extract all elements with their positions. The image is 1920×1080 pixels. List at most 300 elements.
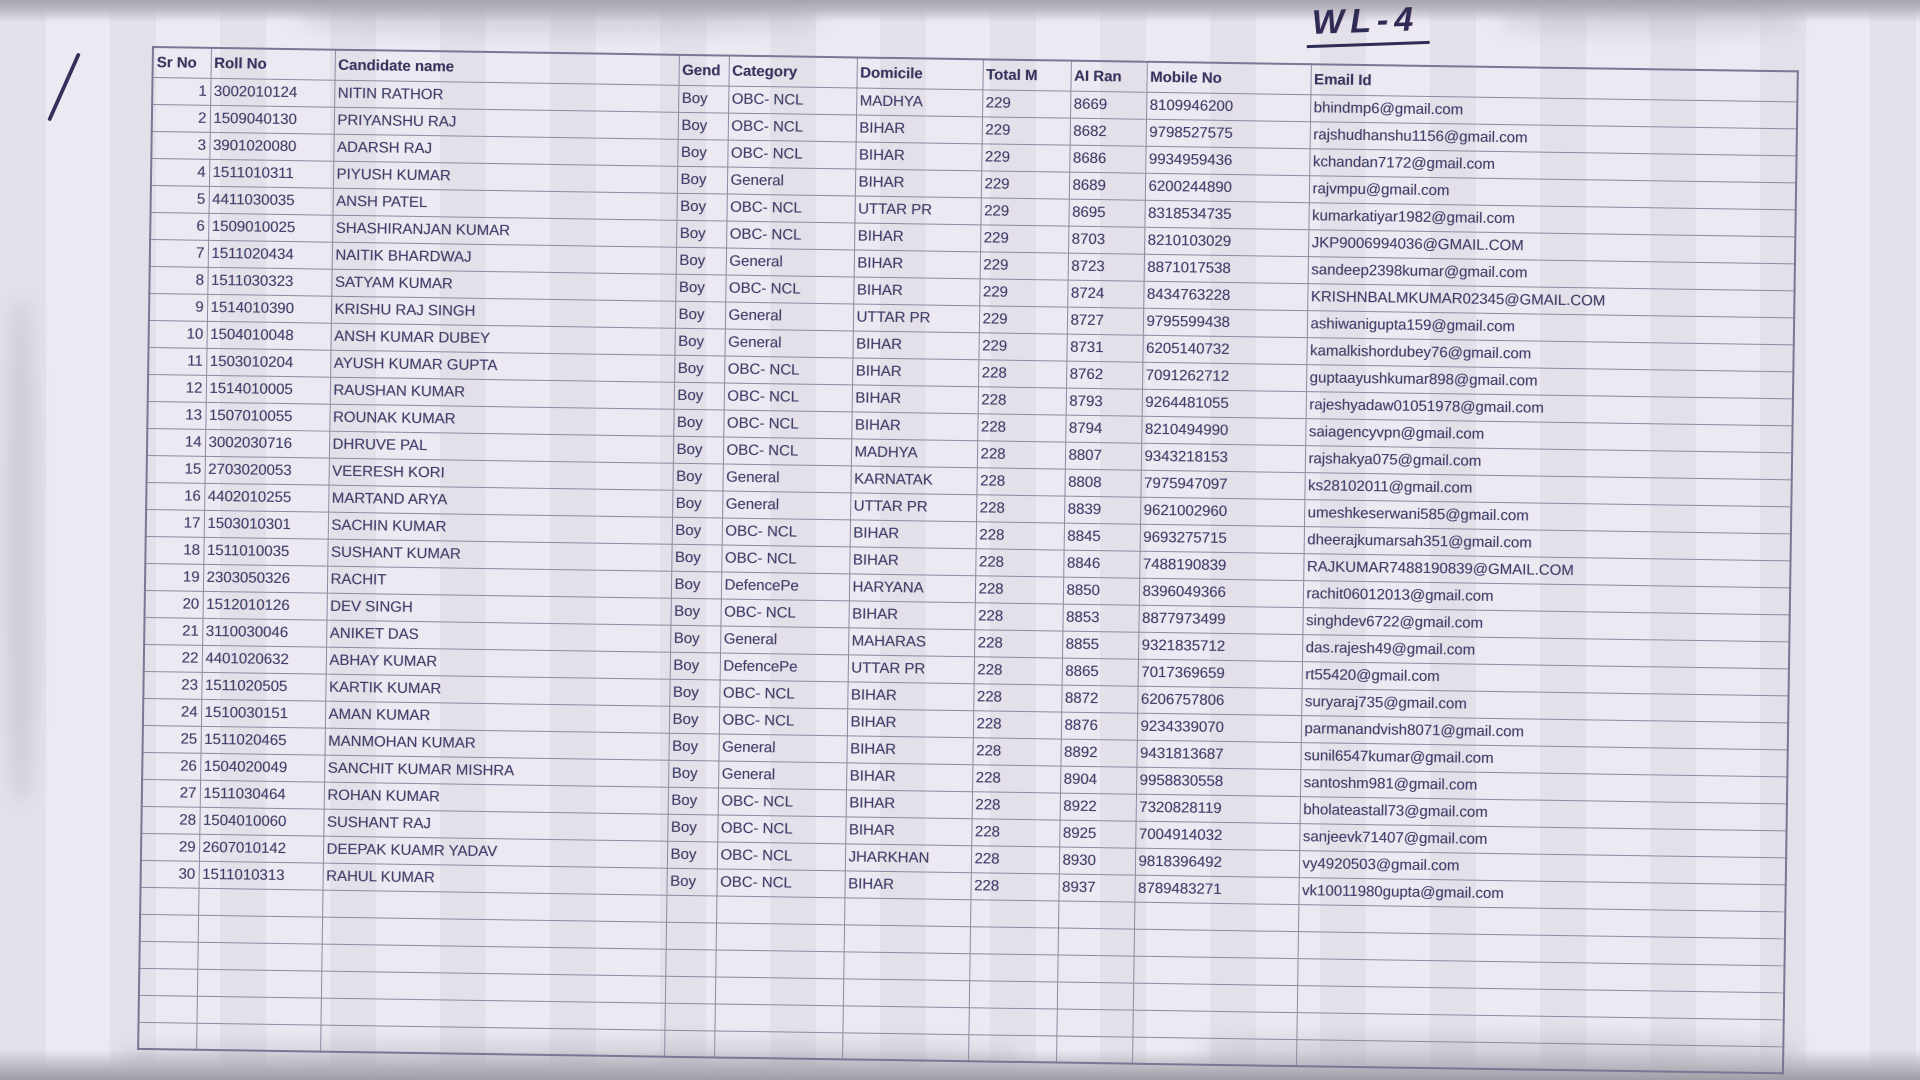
cell: ANSH PATEL bbox=[333, 188, 677, 220]
cell: 6206757806 bbox=[1137, 686, 1301, 715]
cell: 8682 bbox=[1070, 118, 1146, 146]
cell: Boy bbox=[670, 598, 720, 626]
cell: 229 bbox=[981, 143, 1069, 171]
cell: KRISHU RAJ SINGH bbox=[331, 296, 675, 328]
cell: 228 bbox=[973, 710, 1061, 738]
cell: 3002030716 bbox=[205, 429, 329, 458]
cell: 8 bbox=[149, 266, 207, 294]
cell: DEEPAK KUAMR YADAV bbox=[323, 836, 667, 868]
cell: rachit06012013@gmail.com bbox=[1303, 580, 1790, 614]
cell bbox=[664, 1030, 714, 1058]
cell: sandeep2398kumar@gmail.com bbox=[1308, 256, 1795, 290]
cell: UTTAR PR bbox=[853, 303, 979, 332]
cell: 8845 bbox=[1064, 523, 1140, 551]
cell: Boy bbox=[676, 220, 726, 248]
column-header: Domicile bbox=[856, 57, 982, 89]
cell: 3901020080 bbox=[209, 132, 333, 161]
cell: SANCHIT KUMAR MISHRA bbox=[324, 755, 668, 787]
cell: rajshudhanshu1156@gmail.com bbox=[1310, 121, 1797, 155]
cell bbox=[1056, 1036, 1132, 1064]
cell: 228 bbox=[976, 494, 1064, 522]
cell bbox=[197, 996, 321, 1025]
cell: 8925 bbox=[1059, 820, 1135, 848]
cell: 2607010142 bbox=[199, 834, 323, 863]
cell: RACHIT bbox=[327, 566, 671, 598]
cell bbox=[715, 976, 843, 1005]
cell: MADHYA bbox=[856, 87, 982, 116]
cell: umeshkeserwani585@gmail.com bbox=[1304, 499, 1791, 533]
scan-artifact bbox=[8, 300, 34, 800]
cell: BIHAR bbox=[846, 789, 972, 818]
cell: 8930 bbox=[1059, 847, 1135, 875]
cell bbox=[666, 922, 716, 950]
cell: 26 bbox=[142, 752, 200, 780]
cell: 229 bbox=[982, 89, 1070, 117]
cell bbox=[198, 888, 322, 917]
cell: 228 bbox=[977, 413, 1065, 441]
cell bbox=[714, 1030, 842, 1059]
cell: BIHAR bbox=[854, 222, 980, 251]
cell: 229 bbox=[980, 224, 1068, 252]
document-sheet bbox=[137, 46, 1799, 1074]
cell: OBC- NCL bbox=[719, 706, 847, 735]
cell: 228 bbox=[974, 656, 1062, 684]
cell bbox=[665, 949, 715, 977]
cell: HARYANA bbox=[849, 573, 975, 602]
cell bbox=[1132, 1037, 1296, 1066]
cell: OBC- NCL bbox=[719, 679, 847, 708]
cell: General bbox=[718, 760, 846, 789]
cell: 21 bbox=[144, 617, 202, 645]
cell: OBC- NCL bbox=[718, 787, 846, 816]
cell: 9431813687 bbox=[1136, 740, 1300, 769]
cell: 6205140732 bbox=[1142, 335, 1306, 364]
cell: 2703020053 bbox=[205, 456, 329, 485]
cell bbox=[1133, 956, 1297, 985]
cell: SHASHIRANJAN KUMAR bbox=[332, 215, 676, 247]
cell: OBC- NCL bbox=[724, 356, 852, 385]
cell: Boy bbox=[673, 409, 723, 437]
cell: 229 bbox=[979, 305, 1067, 333]
cell: 228 bbox=[977, 440, 1065, 468]
cell: SUSHANT KUMAR bbox=[327, 539, 671, 571]
cell: 6 bbox=[150, 212, 208, 240]
cell: 1511020434 bbox=[208, 240, 332, 269]
cell: dheerajkumarsah351@gmail.com bbox=[1304, 526, 1791, 560]
cell: 228 bbox=[975, 575, 1063, 603]
cell: General bbox=[720, 625, 848, 654]
cell: JKP9006994036@GMAIL.COM bbox=[1308, 229, 1795, 263]
cell: 8855 bbox=[1062, 631, 1138, 659]
cell: 2303050326 bbox=[203, 564, 327, 593]
cell: 8210494990 bbox=[1141, 416, 1305, 445]
cell: 7091262712 bbox=[1142, 362, 1306, 391]
cell bbox=[1057, 982, 1133, 1010]
cell: 7320828119 bbox=[1136, 794, 1300, 823]
cell: 228 bbox=[976, 467, 1064, 495]
cell: parmanandvish8071@gmail.com bbox=[1301, 715, 1788, 749]
cell: Boy bbox=[674, 355, 724, 383]
cell: 229 bbox=[981, 170, 1069, 198]
cell bbox=[716, 922, 844, 951]
cell: 8872 bbox=[1061, 685, 1137, 713]
cell: 7 bbox=[150, 239, 208, 267]
cell: 3110030046 bbox=[202, 618, 326, 647]
cell: OBC- NCL bbox=[716, 868, 844, 897]
cell: ks28102011@gmail.com bbox=[1304, 472, 1791, 506]
cell: 30 bbox=[141, 860, 199, 888]
cell: UTTAR PR bbox=[854, 195, 980, 224]
cell: UTTAR PR bbox=[848, 654, 974, 683]
cell: BIHAR bbox=[846, 735, 972, 764]
cell: OBC- NCL bbox=[726, 194, 854, 223]
cell: guptaayushkumar898@gmail.com bbox=[1306, 364, 1793, 398]
cell: sanjeevk71407@gmail.com bbox=[1299, 823, 1786, 857]
cell: 1509040130 bbox=[210, 105, 334, 134]
cell: Boy bbox=[671, 544, 721, 572]
cell: 229 bbox=[982, 116, 1070, 144]
cell: 8807 bbox=[1065, 442, 1141, 470]
cell: 1511010035 bbox=[203, 537, 327, 566]
cell: santoshm981@gmail.com bbox=[1300, 769, 1787, 803]
cell: 228 bbox=[974, 629, 1062, 657]
cell: OBC- NCL bbox=[727, 140, 855, 169]
cell bbox=[969, 953, 1057, 981]
cell bbox=[970, 899, 1058, 927]
cell: Boy bbox=[675, 301, 725, 329]
cell: DefencePe bbox=[721, 572, 849, 601]
cell: 8669 bbox=[1070, 91, 1146, 119]
cell bbox=[1134, 902, 1298, 931]
cell: 23 bbox=[143, 671, 201, 699]
cell: General bbox=[722, 464, 850, 493]
cell: 24 bbox=[143, 698, 201, 726]
cell: ADARSH RAJ bbox=[333, 134, 677, 166]
cell: AYUSH KUMAR GUPTA bbox=[330, 350, 674, 382]
cell: Boy bbox=[677, 139, 727, 167]
cell: 8703 bbox=[1068, 226, 1144, 254]
cell: saiagencyvpn@gmail.com bbox=[1305, 418, 1792, 452]
cell bbox=[968, 1007, 1056, 1035]
cell: BIHAR bbox=[853, 276, 979, 305]
cell: das.rajesh49@gmail.com bbox=[1302, 634, 1789, 668]
cell: KARNATAK bbox=[850, 465, 976, 494]
cell bbox=[196, 1023, 320, 1052]
cell: General bbox=[727, 167, 855, 196]
cell: rajeshyadaw01051978@gmail.com bbox=[1306, 391, 1793, 425]
cell: vy4920503@gmail.com bbox=[1299, 850, 1786, 884]
cell: 7975947097 bbox=[1140, 470, 1304, 499]
column-header: Mobile No bbox=[1146, 62, 1310, 94]
cell: OBC- NCL bbox=[728, 113, 856, 142]
cell: vk10011980gupta@gmail.com bbox=[1298, 877, 1785, 911]
cell: 16 bbox=[146, 482, 204, 510]
cell: 9621002960 bbox=[1140, 497, 1304, 526]
cell bbox=[198, 915, 322, 944]
cell: 4401020632 bbox=[202, 645, 326, 674]
cell: Boy bbox=[670, 625, 720, 653]
cell: 8853 bbox=[1062, 604, 1138, 632]
cell: 1504010048 bbox=[207, 321, 331, 350]
cell: Boy bbox=[672, 517, 722, 545]
cell: PRIYANSHU RAJ bbox=[334, 107, 678, 139]
scan-artifact bbox=[1500, 10, 1800, 32]
cell: 7017369659 bbox=[1138, 659, 1302, 688]
cell: ABHAY KUMAR bbox=[326, 647, 670, 679]
cell: Boy bbox=[673, 436, 723, 464]
cell: 25 bbox=[143, 725, 201, 753]
cell: DEV SINGH bbox=[327, 593, 671, 625]
cell: 3002010124 bbox=[210, 78, 334, 107]
cell: OBC- NCL bbox=[722, 518, 850, 547]
cell: RAUSHAN KUMAR bbox=[330, 377, 674, 409]
cell bbox=[1057, 955, 1133, 983]
cell: 8793 bbox=[1066, 388, 1142, 416]
cell: 8904 bbox=[1060, 766, 1136, 794]
cell: General bbox=[724, 329, 852, 358]
cell: 1511030323 bbox=[207, 267, 331, 296]
cell: 228 bbox=[978, 359, 1066, 387]
cell: NITIN RATHOR bbox=[334, 80, 678, 112]
cell: 229 bbox=[978, 332, 1066, 360]
cell: Boy bbox=[669, 706, 719, 734]
cell: rajshakya075@gmail.com bbox=[1305, 445, 1792, 479]
cell: 6200244890 bbox=[1145, 173, 1309, 202]
cell bbox=[842, 1005, 968, 1034]
cell: kamalkishordubey76@gmail.com bbox=[1306, 337, 1793, 371]
cell bbox=[1134, 929, 1298, 958]
cell: 29 bbox=[141, 833, 199, 861]
cell: UTTAR PR bbox=[850, 492, 976, 521]
cell: 8109946200 bbox=[1146, 92, 1310, 121]
cell: BIHAR bbox=[856, 114, 982, 143]
cell: 229 bbox=[980, 197, 1068, 225]
cell: 27 bbox=[142, 779, 200, 807]
cell: 1514010005 bbox=[206, 375, 330, 404]
cell: BIHAR bbox=[847, 681, 973, 710]
cell: 8210103029 bbox=[1144, 227, 1308, 256]
cell bbox=[843, 951, 969, 980]
cell: 20 bbox=[145, 590, 203, 618]
cell: Boy bbox=[676, 247, 726, 275]
cell: 1504010060 bbox=[199, 807, 323, 836]
cell: AMAN KUMAR bbox=[325, 701, 669, 733]
cell: ROHAN KUMAR bbox=[324, 782, 668, 814]
cell: ashiwanigupta159@gmail.com bbox=[1307, 310, 1794, 344]
cell: 1511020465 bbox=[201, 726, 325, 755]
cell: 28 bbox=[141, 806, 199, 834]
cell: RAHUL KUMAR bbox=[323, 863, 667, 895]
cell: General bbox=[722, 491, 850, 520]
cell: 1511030464 bbox=[200, 780, 324, 809]
cell: 1509010025 bbox=[208, 213, 332, 242]
cell: 19 bbox=[145, 563, 203, 591]
cell: 10 bbox=[149, 320, 207, 348]
cell: BIHAR bbox=[851, 411, 977, 440]
cell: kchandan7172@gmail.com bbox=[1309, 148, 1796, 182]
cell: DHRUVE PAL bbox=[329, 431, 673, 463]
cell: OBC- NCL bbox=[720, 598, 848, 627]
cell: 228 bbox=[975, 548, 1063, 576]
cell: OBC- NCL bbox=[726, 221, 854, 250]
cell: KRISHNBALMKUMAR02345@GMAIL.COM bbox=[1307, 283, 1794, 317]
cell: 8318534735 bbox=[1144, 200, 1308, 229]
cell: 9795599438 bbox=[1143, 308, 1307, 337]
cell: BIHAR bbox=[849, 546, 975, 575]
cell: General bbox=[725, 302, 853, 331]
cell: 12 bbox=[148, 374, 206, 402]
cell: MANMOHAN KUMAR bbox=[325, 728, 669, 760]
cell bbox=[844, 924, 970, 953]
cell bbox=[666, 895, 716, 923]
cell: OBC- NCL bbox=[721, 545, 849, 574]
column-header: Gend bbox=[678, 55, 728, 86]
cell: 1507010055 bbox=[205, 402, 329, 431]
cell: 8922 bbox=[1060, 793, 1136, 821]
cell: BIHAR bbox=[844, 870, 970, 899]
cell bbox=[1058, 901, 1134, 929]
cell: OBC- NCL bbox=[728, 86, 856, 115]
cell: BIHAR bbox=[850, 519, 976, 548]
candidates-table bbox=[137, 46, 1799, 1074]
cell: BIHAR bbox=[852, 384, 978, 413]
cell: Boy bbox=[674, 382, 724, 410]
cell: 9798527575 bbox=[1146, 119, 1310, 148]
cell: kumarkatiyar1982@gmail.com bbox=[1308, 202, 1795, 236]
cell: suryaraj735@gmail.com bbox=[1301, 688, 1788, 722]
cell: 228 bbox=[974, 602, 1062, 630]
cell: Boy bbox=[678, 112, 728, 140]
cell: 1503010204 bbox=[206, 348, 330, 377]
cell bbox=[842, 1032, 968, 1061]
cell: Boy bbox=[672, 463, 722, 491]
cell: 4 bbox=[151, 158, 209, 186]
cell: 1 bbox=[152, 77, 210, 105]
column-header: Roll No bbox=[211, 48, 335, 80]
cell: 8808 bbox=[1064, 469, 1140, 497]
cell: 1511020505 bbox=[201, 672, 325, 701]
cell: 228 bbox=[972, 737, 1060, 765]
cell: 228 bbox=[971, 818, 1059, 846]
cell: Boy bbox=[669, 679, 719, 707]
cell: 13 bbox=[147, 401, 205, 429]
cell bbox=[140, 914, 198, 942]
cell: 9343218153 bbox=[1141, 443, 1305, 472]
cell: 7004914032 bbox=[1135, 821, 1299, 850]
cell: 8877973499 bbox=[1138, 605, 1302, 634]
cell: 228 bbox=[970, 872, 1058, 900]
cell: General bbox=[726, 248, 854, 277]
handwritten-wl4-label: WL-4 bbox=[1305, 0, 1430, 48]
cell: 8789483271 bbox=[1134, 875, 1298, 904]
cell: 8727 bbox=[1067, 307, 1143, 335]
cell: ANIKET DAS bbox=[326, 620, 670, 652]
cell: 4411030035 bbox=[209, 186, 333, 215]
cell: Boy bbox=[678, 85, 728, 113]
cell: 8846 bbox=[1063, 550, 1139, 578]
cell bbox=[197, 969, 321, 998]
cell: DefencePe bbox=[720, 652, 848, 681]
cell: 22 bbox=[144, 644, 202, 672]
cell bbox=[715, 949, 843, 978]
cell bbox=[138, 1022, 196, 1050]
cell: rajvmpu@gmail.com bbox=[1309, 175, 1796, 209]
cell: Boy bbox=[670, 652, 720, 680]
cell: RAJKUMAR7488190839@GMAIL.COM bbox=[1303, 553, 1790, 587]
cell: OBC- NCL bbox=[717, 841, 845, 870]
cell bbox=[970, 926, 1058, 954]
cell: Boy bbox=[674, 328, 724, 356]
cell: 8434763228 bbox=[1143, 281, 1307, 310]
cell bbox=[844, 897, 970, 926]
cell: 228 bbox=[978, 386, 1066, 414]
cell bbox=[139, 968, 197, 996]
cell: 8892 bbox=[1060, 739, 1136, 767]
cell bbox=[1132, 1010, 1296, 1039]
cell bbox=[139, 995, 197, 1023]
cell: Boy bbox=[671, 571, 721, 599]
cell: 228 bbox=[973, 683, 1061, 711]
cell bbox=[197, 942, 321, 971]
cell: 14 bbox=[147, 428, 205, 456]
cell: VEERESH KORI bbox=[329, 458, 673, 490]
cell: OBC- NCL bbox=[725, 275, 853, 304]
cell: 9818396492 bbox=[1135, 848, 1299, 877]
cell: 228 bbox=[972, 764, 1060, 792]
cell bbox=[664, 1003, 714, 1031]
cell: 8839 bbox=[1064, 496, 1140, 524]
cell: 5 bbox=[151, 185, 209, 213]
cell: 11 bbox=[148, 347, 206, 375]
cell: 9693275715 bbox=[1140, 524, 1304, 553]
cell: 1504020049 bbox=[200, 753, 324, 782]
cell: 9 bbox=[149, 293, 207, 321]
cell: Boy bbox=[668, 760, 718, 788]
cell: Boy bbox=[666, 868, 716, 896]
cell: 9934959436 bbox=[1145, 146, 1309, 175]
cell: 1510030151 bbox=[201, 699, 325, 728]
cell bbox=[139, 941, 197, 969]
cell: MAHARAS bbox=[848, 627, 974, 656]
cell bbox=[1133, 983, 1297, 1012]
cell: 17 bbox=[146, 509, 204, 537]
cell: 18 bbox=[145, 536, 203, 564]
cell: 1503010301 bbox=[204, 510, 328, 539]
cell: bholateastall73@gmail.com bbox=[1300, 796, 1787, 830]
cell: 8723 bbox=[1068, 253, 1144, 281]
cell: 3 bbox=[151, 131, 209, 159]
cell: BIHAR bbox=[852, 330, 978, 359]
cell: 8876 bbox=[1061, 712, 1137, 740]
cell: JHARKHAN bbox=[845, 843, 971, 872]
cell: NAITIK BHARDWAJ bbox=[332, 242, 676, 274]
cell: Boy bbox=[672, 490, 722, 518]
cell: 1514010390 bbox=[207, 294, 331, 323]
cell: OBC- NCL bbox=[717, 814, 845, 843]
cell: SACHIN KUMAR bbox=[328, 512, 672, 544]
cell bbox=[1058, 928, 1134, 956]
cell: 8724 bbox=[1067, 280, 1143, 308]
cell: 228 bbox=[976, 521, 1064, 549]
cell: singhdev6722@gmail.com bbox=[1302, 607, 1789, 641]
column-header: Category bbox=[728, 56, 856, 88]
cell: bhindmp6@gmail.com bbox=[1310, 94, 1797, 128]
cell: ROUNAK KUMAR bbox=[329, 404, 673, 436]
cell bbox=[140, 887, 198, 915]
cell: ANSH KUMAR DUBEY bbox=[331, 323, 675, 355]
cell: 8689 bbox=[1069, 172, 1145, 200]
cell bbox=[714, 1003, 842, 1032]
